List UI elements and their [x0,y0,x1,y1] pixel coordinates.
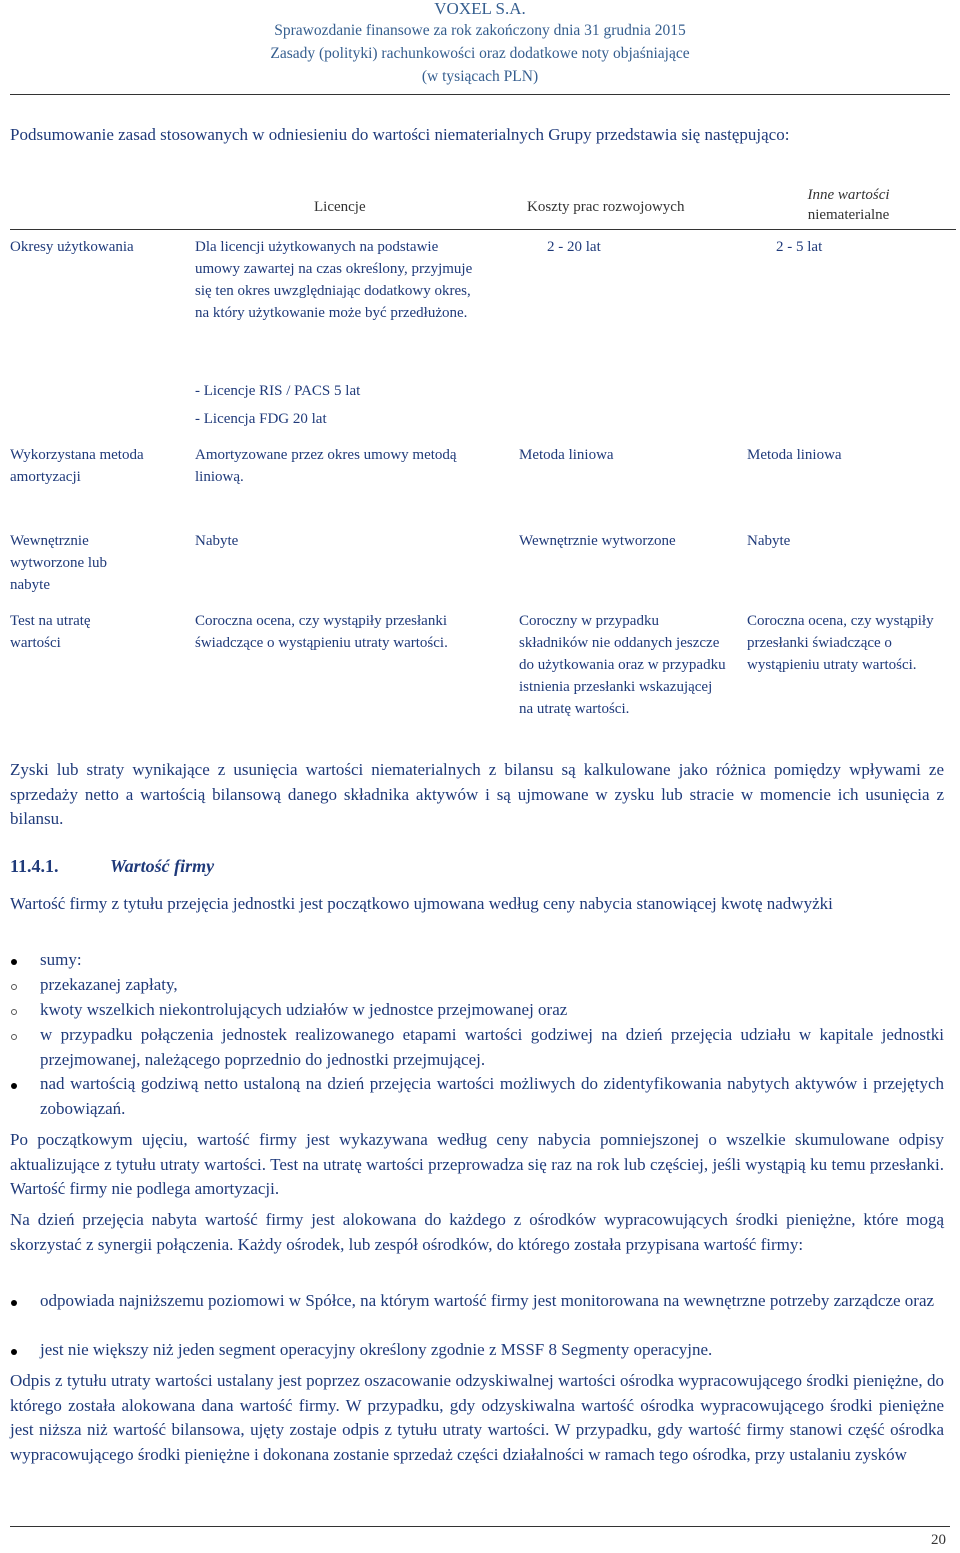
report-subtitle: Zasady (polityki) rachunkowości oraz dodatkowe noty objaśniające [270,45,690,62]
cell-okresy-inne: 2 - 5 lat [776,239,823,255]
section-heading [10,856,214,877]
bullet-circle-icon [11,984,17,990]
cell-metoda-licencje: Amortyzowane przez okres umowy metodą liniową. [195,447,457,485]
bullet-dot-icon [11,1300,17,1306]
list-item-text: nad wartością godziwą netto ustaloną na dzień przejęcia wartości możliwych do zidentyfikowania nabytych aktywów i przejętych zobowiązań. [40,1074,944,1118]
list-item-text: w przypadku połączenia jednostek realizowanego etapami wartości godziwej na dzień przejęcia udziału w kapitale jednostki przejmowanej, należącego poprzednio do jednostki przejmującej. [40,1025,944,1069]
cell-okresy-koszty: 2 - 20 lat [547,239,601,255]
currency-note: (w tysiącach PLN) [421,68,539,85]
list-item-text: odpowiada najniższemu poziomowi w Spółce, na którym wartość firmy jest monitorowana na wewnętrzne potrzeby zarządcze oraz [40,1291,935,1310]
col-header-koszty: Koszty prac rozwojowych [527,199,685,215]
wartosc-paragraph: Wartość firmy z tytułu przejęcia jednostki jest początkowo ujmowana według ceny nabycia stanowiącej kwotę nadwyżki [10,894,833,913]
cell-wytworzone-licencje: Nabyte [195,533,239,549]
bullet-circle-icon [11,1034,17,1040]
bullet-circle-icon [11,1009,17,1015]
col-header-inne [796,185,901,225]
cell-wytworzone-inne: Nabyte [747,533,791,549]
cell-test-licencje: Coroczna ocena, czy wystąpiły przesłanki świadczące o wystąpieniu utraty wartości. [195,613,448,651]
list-item-text: sumy: [40,950,82,969]
col-header-licencje: Licencje [314,199,366,215]
row-label-test: Test na utratę wartości [10,613,91,651]
cell-test-inne: Coroczna ocena, czy wystąpiły przesłanki świadczące o wystąpieniu utraty wartości. [747,613,934,673]
po-paragraph: Po początkowym ujęciu, wartość firmy jest wykazywana według ceny nabycia pomniejszonej o wszelkie skumulowane odpisy aktualizujące z tytułu utraty wartości. Test na utratę wartości przeprowadza się raz na rok lub częściej, jeśli wystąpią ku temu przesłanki. Wartość firmy nie podlega amortyzacji. [10,1130,944,1198]
list-item-text: jest nie większy niż jeden segment operacyjny określony zgodnie z MSSF 8 Segmenty operacyjne. [40,1340,713,1359]
report-title: Sprawozdanie finansowe za rok zakończony dnia 31 grudnia 2015 [274,22,686,39]
table-header-divider [10,229,956,230]
cell-metoda-inne: Metoda liniowa [747,447,842,463]
cell-okresy-fdg: - Licencja FDG 20 lat [195,411,327,427]
cell-wytworzone-koszty: Wewnętrznie wytworzone [519,533,676,549]
cell-okresy-licencje: Dla licencji użytkowanych na podstawie umowy zawartej na czas określony, przyjmuje się ten okres uwzględniając dodatkowy okres, na który użytkowanie może być przedłużone. [195,239,473,321]
row-label-metoda: Wykorzystana metoda amortyzacji [10,447,144,485]
zyski-paragraph: Zyski lub straty wynikające z usunięcia wartości niematerialnych z bilansu są kalkulowane jako różnica pomiędzy wpływami ze sprzedaży netto a wartością bilansową danego składnika aktywów i są ujmowane w zysku lub stracie w momencie ich usunięcia z bilansu. [10,760,944,828]
header-divider [10,94,950,95]
cell-okresy-ris: - Licencje RIS / PACS 5 lat [195,383,361,399]
bullet-dot-icon [11,1083,17,1089]
intro-paragraph: Podsumowanie zasad stosowanych w odniesieniu do wartości niematerialnych Grupy przedstawia się następująco: [10,125,790,144]
footer-divider [10,1526,950,1527]
cell-metoda-koszty: Metoda liniowa [519,447,614,463]
odpis-paragraph: Odpis z tytułu utraty wartości ustalany jest poprzez oszacowanie odzyskiwalnej wartości ośrodka wypracowującego środki pieniężne, do którego została alokowana dana wartość firmy. W przypadku, gdy odzyskiwalna wartość ośrodka wypracowującego środki pieniężne jest niższa niż wartość bilansowa, ujęty zostaje odpis z tytułu utraty wartości. W przypadku, gdy wartość firmy stanowi część ośrodka wypracowującego środki pieniężne i dokonana zostanie sprzedaż części działalności w ramach tego ośrodka, przy ustalaniu zysków [10,1371,944,1464]
col-header-inne-line1: Inne wartości [807,187,890,203]
section-number: 11.4.1. [10,856,59,876]
list-item-text: przekazanej zapłaty, [40,975,178,994]
row-label-okresy: Okresy użytkowania [10,239,134,255]
company-name: VOXEL S.A. [434,0,526,18]
bullet-dot-icon [11,959,17,965]
bullet-dot-icon [11,1349,17,1355]
na-paragraph: Na dzień przejęcia nabyta wartość firmy jest alokowana do każdego z ośrodków wypracowujących środki pieniężne, które mogą skorzystać z synergii połączenia. Każdy ośrodek, lub zespół ośrodków, do którego została przypisana wartość firmy: [10,1210,944,1254]
list-item-text: kwoty wszelkich niekontrolujących udziałów w jednostce przejmowanej oraz [40,1000,568,1019]
cell-test-koszty: Coroczny w przypadku składników nie oddanych jeszcze do użytkowania oraz w przypadku istnienia przesłanki wskazującej na utratę wartości. [519,613,726,717]
page-number: 20 [931,1532,946,1548]
row-label-wytworzone: Wewnętrznie wytworzone lub nabyte [10,533,108,593]
section-title: Wartość firmy [110,856,215,876]
col-header-inne-line2: niematerialne [807,207,890,223]
